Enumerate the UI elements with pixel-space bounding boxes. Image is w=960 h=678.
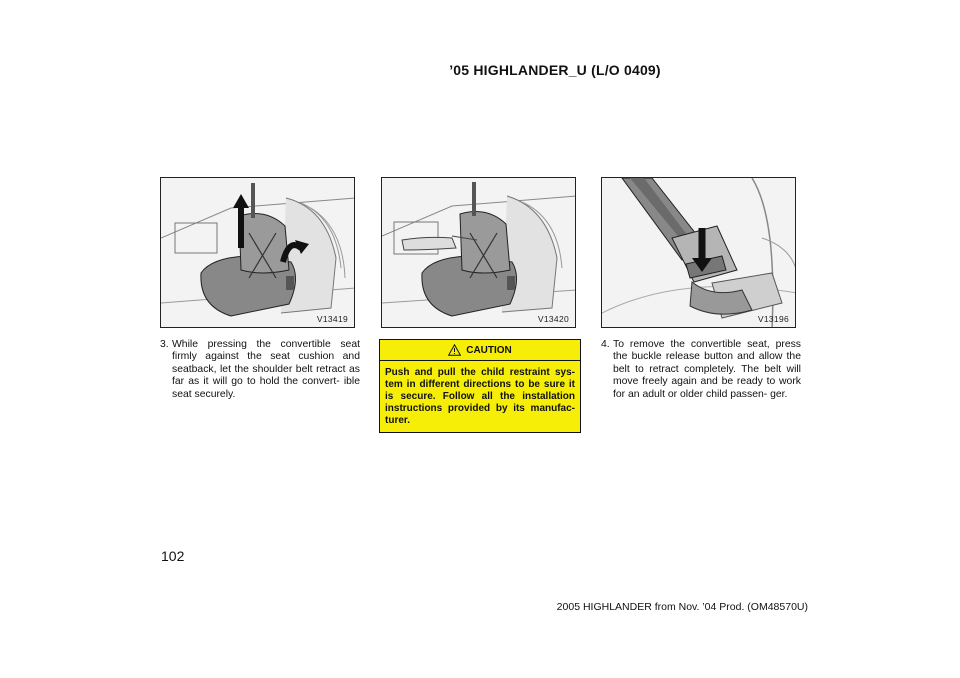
- caution-box: [379, 339, 581, 433]
- figure-code: V13420: [537, 314, 569, 324]
- step-3: [160, 339, 360, 401]
- warning-triangle-icon: [448, 344, 461, 356]
- figure-seat-pull: [381, 177, 576, 328]
- figure-seat-press: [160, 177, 355, 328]
- document-header: ’05 HIGHLANDER_U (L/O 0409): [449, 62, 661, 78]
- step-number: 4.: [601, 339, 610, 350]
- document-footer: 2005 HIGHLANDER from Nov. ’04 Prod. (OM48570U): [556, 601, 808, 613]
- step-text: To remove the convertible seat, press the buckle release button and allow the belt to retract completely. The belt will move freely again and be ready to work for an adult or older child passen- ger.: [613, 339, 801, 400]
- convertible-seat-pull-illustration: [382, 178, 576, 328]
- caution-title: CAUTION: [466, 344, 512, 356]
- caution-text: Push and pull the child restraint sys- tem in different directions to be sure it is secure. Follow all the installation instructions provided by its manufac- turer.: [385, 367, 575, 426]
- page-number: 102: [161, 548, 185, 564]
- caution-header: [380, 340, 580, 361]
- step-number: 3.: [160, 339, 169, 350]
- figure-code: V13196: [757, 314, 789, 324]
- figure-code: V13419: [316, 314, 348, 324]
- buckle-release-illustration: [602, 178, 796, 328]
- step-text: While pressing the convertible seat firmly against the seat cushion and seatback, let the shoulder belt retract as far as it will go to hold the convert- ible seat securely.: [172, 339, 360, 400]
- figure-buckle-release: [601, 177, 796, 328]
- convertible-seat-press-illustration: [161, 178, 355, 328]
- step-4: [601, 339, 801, 401]
